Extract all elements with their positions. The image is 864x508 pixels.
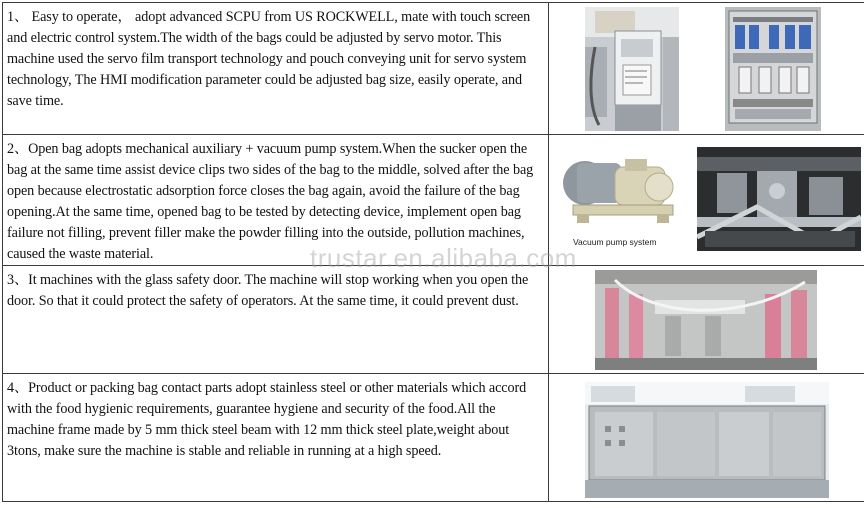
feature-table xyxy=(2,2,864,502)
stainless-machine-frame-image xyxy=(585,382,829,498)
bag-opening-mechanism-image xyxy=(697,147,861,251)
feature-1-text: 1、 Easy to operate， adopt advanced SCPU from US ROCKWELL, mate with touch screen and electric control system.The width of the bags could be adjusted by servo motor. This machine used the servo film transport technology and pouch conveying unit for servo system technology, The HMI modification parameter could be adjusted bag size, easily operate, and save time. xyxy=(3,3,549,135)
feature-3-images xyxy=(549,266,864,374)
feature-3-text: 3、It machines with the glass safety door. The machine will stop working when you open the door. So that it could protect the safety of operators. At the same time, it could prevent dust. xyxy=(3,266,549,374)
glass-door-interior-image xyxy=(595,270,817,370)
feature-2-text: 2、Open bag adopts mechanical auxiliary + vacuum pump system.When the sucker open the bag at the same time assist device clips two sides of the bag to the middle, solved after the bag open because electrostatic adsorption force closes the bag again, avoid the failure of the bag opening.At the same time, opened bag to be tested by detecting device, implement open bag failure not filling, prevent filler make the powder filling into the outside, pollution machines, caused the waste material. xyxy=(3,135,549,266)
feature-4-text: 4、Product or packing bag contact parts adopt stainless steel or other materials which accord with the food hygienic requirements, guarantee hygiene and security of the food.All the machine frame made by 5 mm thick steel beam with 12 mm thick steel plate,weight about 3tons, make sure the machine is stable and reliable in running at a high speed. xyxy=(3,374,549,502)
table-row xyxy=(3,135,864,266)
watermark: trustar.en.alibaba.com xyxy=(310,243,577,273)
table-row xyxy=(3,374,864,502)
vacuum-pump-image xyxy=(555,153,689,231)
feature-4-images xyxy=(549,374,864,502)
feature-2-images xyxy=(549,135,864,266)
vacuum-pump-caption: Vacuum pump system xyxy=(573,237,657,247)
table-row xyxy=(3,266,864,374)
servo-control-unit-image xyxy=(585,7,679,131)
table-row xyxy=(3,3,864,135)
electric-cabinet-image xyxy=(725,7,821,131)
feature-1-images xyxy=(549,3,864,135)
